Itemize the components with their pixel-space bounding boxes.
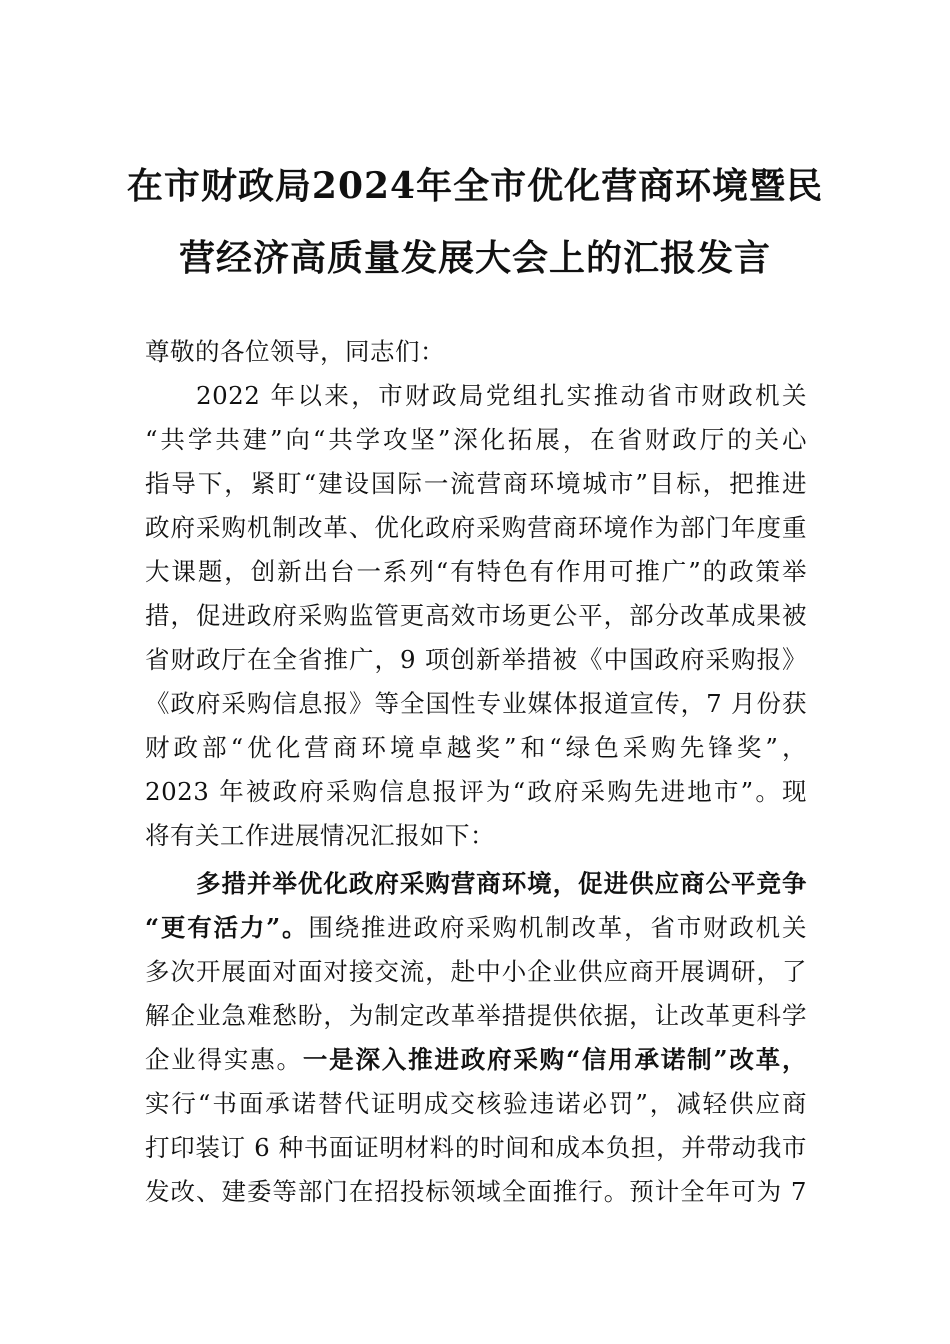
paragraph-1-line: 2022 年以来，市财政局党组扎实推动省市财政机关 [196, 381, 807, 410]
salutation: 尊敬的各位领导，同志们： [145, 337, 445, 366]
paragraph-1-line: 将有关工作进展情况汇报如下： [145, 821, 495, 850]
paragraph-1-line: 政府采购机制改革、优化政府采购营商环境作为部门年度重 [145, 513, 807, 542]
paragraph-1-line: 财政部“优化营商环境卓越奖”和“绿色采购先锋奖”， [145, 733, 807, 762]
paragraph-2-text: 围绕推进政府采购机制改革，省市财政机关 [308, 913, 807, 942]
paragraph-1-line: 大课题，创新出台一系列“有特色有作用可推广”的政策举 [145, 557, 807, 586]
paragraph-1-line: 措，促进政府采购监管更高效市场更公平，部分改革成果被 [145, 601, 807, 630]
paragraph-2-line [145, 906, 807, 950]
paragraph-2-line: 发改、建委等部门在招投标领域全面推行。预计全年可为 7 [145, 1177, 807, 1206]
paragraph-2-line: 打印装订 6 种书面证明材料的时间和成本负担，并带动我市 [145, 1133, 807, 1162]
paragraph-2-line: 解企业急难愁盼，为制定改革举措提供依据，让改革更科学 [145, 1001, 807, 1030]
paragraph-2-point-one: 一是深入推进政府采购“信用承诺制”改革， [302, 1045, 807, 1074]
paragraph-2-line: 多次开展面对面对接交流，赴中小企业供应商开展调研，了 [145, 957, 807, 986]
paragraph-2-heading: 多措并举优化政府采购营商环境，促进供应商公平竞争 [196, 869, 807, 898]
paragraph-1-line: 指导下，紧盯“建设国际一流营商环境城市”目标，把推进 [145, 469, 807, 498]
document-title-line-1: 在市财政局2024年全市优化营商环境暨民 [126, 165, 824, 207]
paragraph-1-line: 2023 年被政府采购信息报评为“政府采购先进地市”。现 [145, 777, 807, 806]
paragraph-1-line: “共学共建”向“共学攻坚”深化拓展，在省财政厅的关心 [145, 425, 807, 454]
paragraph-2-line [145, 1038, 807, 1082]
document-title-line-2: 营经济高质量发展大会上的汇报发言 [178, 237, 771, 279]
paragraph-1-line: 省财政厅在全省推广，9 项创新举措被《中国政府采购报》 [145, 645, 807, 674]
paragraph-2-heading-end: “更有活力”。 [145, 913, 309, 942]
paragraph-2-text: 企业得实惠。 [145, 1045, 303, 1074]
paragraph-1-line: 《政府采购信息报》等全国性专业媒体报道宣传，7 月份获 [145, 689, 807, 718]
paragraph-2-line: 实行“书面承诺替代证明成交核验违诺必罚”，减轻供应商 [145, 1089, 807, 1118]
